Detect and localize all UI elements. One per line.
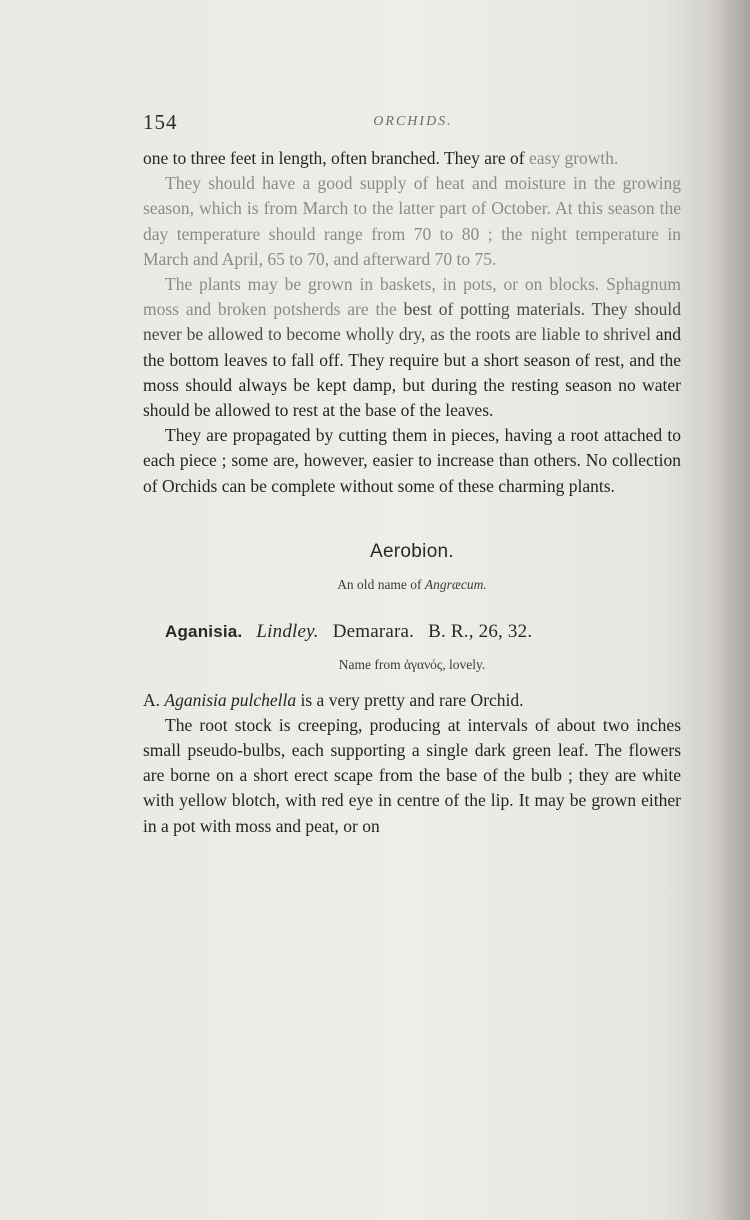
paragraph-4	[143, 423, 681, 499]
species-line	[143, 688, 681, 713]
text-line: They are propagated by cutting them in pieces, having	[165, 425, 553, 446]
text-line: one to three feet in length, often branched. They are of	[143, 148, 525, 168]
text-line: may be grown either in a pot with moss and peat, or on	[143, 790, 681, 836]
text-line: easy growth.	[528, 148, 619, 168]
text-line: in the growing season, which is from March to the latter	[143, 173, 681, 219]
text-line: to become wholly dry, as the roots are liable to shrivel	[268, 324, 651, 345]
paragraph-2	[143, 171, 681, 272]
species-rest: is a very pretty and rare Orchid.	[296, 689, 524, 710]
species-name: Aganisia pulchella	[164, 689, 297, 710]
author-name: Lindley.	[256, 621, 319, 643]
species-prefix: A.	[143, 689, 165, 710]
text-line: damp, but during the resting season no water should be	[143, 374, 681, 421]
text-line: The plants may be grown in baskets, in pots, or on	[165, 274, 543, 295]
body-text	[143, 146, 681, 839]
text-line: short season of rest, and the moss should always be kept	[143, 349, 681, 395]
running-head: ORCHIDS.	[373, 114, 453, 129]
text-line: should range from 70 to 80 ; the night temperature in	[268, 223, 681, 244]
text-line: The root stock is creeping, producing at intervals of	[165, 714, 550, 735]
page-number: 154	[143, 110, 178, 134]
text-line: to increase than others. No collection of Orchids can be	[143, 450, 682, 496]
page-header	[143, 108, 683, 138]
text-line: about two inches small pseudo-bulbs, each supporting a	[143, 714, 681, 761]
entry-note-aerobion	[143, 572, 681, 597]
note-italic: Angræcum.	[424, 577, 487, 593]
text-line: allowed to rest at the base of the leaves.	[214, 400, 494, 421]
note-text: An old name of	[337, 577, 425, 593]
spine-shadow	[710, 0, 750, 1220]
text-line: with yellow blotch, with red eye in centre of the lip. It	[143, 790, 530, 811]
reference: B. R., 26, 32.	[428, 621, 533, 643]
genus-name: Aganisia.	[165, 622, 243, 642]
paragraph-description	[143, 713, 681, 839]
text-line: erect scape from the base of the bulb ; they are white	[294, 765, 682, 786]
text-line: part of October. At this season the day temperature	[143, 198, 682, 244]
text-line: March and April, 65 to 70, and afterward 70 to 75.	[143, 248, 497, 269]
text-line: a root attached to each piece ; some are, however, easier	[143, 425, 681, 471]
text-line: single dark green leaf. The flowers are borne on a short	[143, 740, 682, 786]
paragraph-3	[143, 272, 681, 423]
text-line: and the bottom leaves to fall off. They require but a	[143, 324, 682, 370]
text-line: blocks. Sphagnum moss and broken potsherds are the	[143, 274, 681, 320]
locality: Demarara.	[332, 621, 415, 643]
paragraph-1	[143, 146, 681, 171]
entry-etymology: Name from ἀγανός, lovely.	[338, 657, 486, 673]
text-line: They should have a good supply of heat and moisture	[165, 173, 566, 194]
entry-head-aganisia	[143, 619, 681, 644]
text-line: complete without some of these charming plants.	[271, 475, 615, 496]
entry-title-aerobion: Aerobion.	[369, 540, 455, 562]
text-line: best of potting materials. They should never be allowed	[143, 299, 682, 345]
